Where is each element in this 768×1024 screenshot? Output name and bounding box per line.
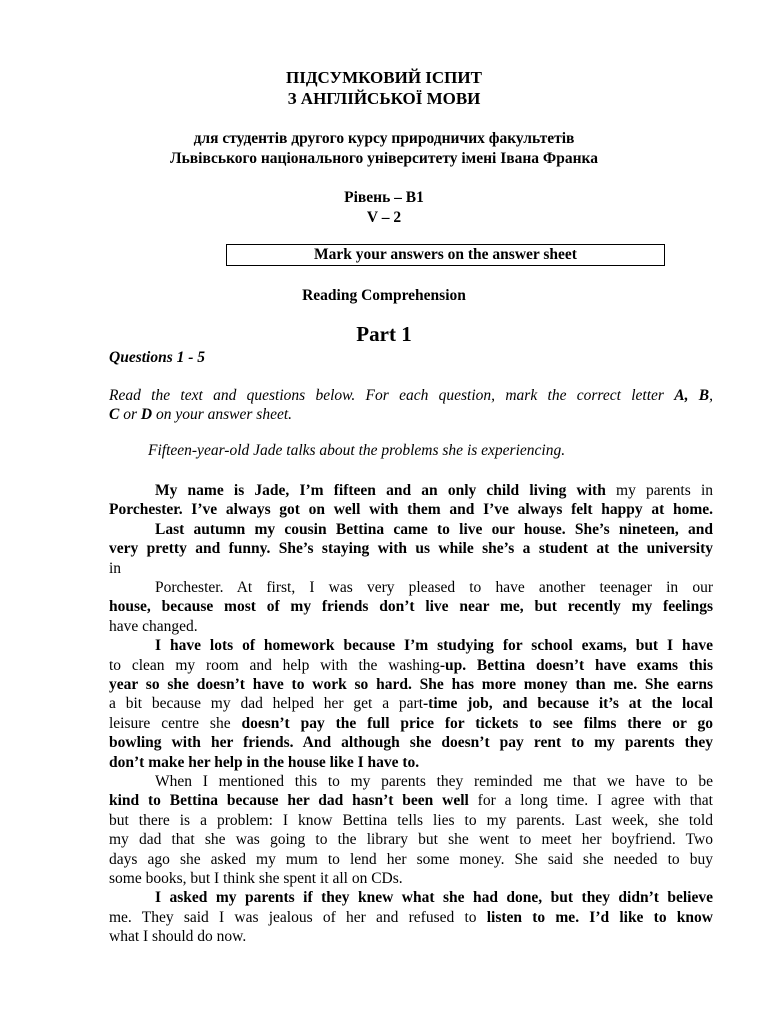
exam-subtitle-line-1: для студентів другого курсу природничих факультетів — [193, 130, 575, 147]
text-segment: my parents in — [605, 482, 714, 499]
text-line — [109, 851, 713, 869]
text-segment: some books, but I think she spent it all on CDs. — [109, 870, 403, 887]
instruction-line-1-text: Read the text and questions below. For each question, mark the correct letter — [109, 387, 675, 404]
text-line — [155, 637, 713, 655]
text-segment: leisure centre she — [109, 714, 242, 732]
section-title: Reading Comprehension — [302, 287, 466, 304]
text-line — [109, 540, 713, 558]
instruction-or: or — [119, 406, 141, 423]
instruction-comma: , — [709, 387, 713, 404]
text-segment: very pretty and funny. She’s staying with us while she’s a student at the university — [109, 540, 713, 558]
text-segment: Porchester. I’ve always got on well with them and I’ve always felt happy at home. — [109, 501, 713, 519]
text-line — [109, 695, 713, 713]
exam-subtitle-line-2: Львівського національного університету імені Івана Франка — [170, 150, 598, 167]
text-segment: When I mentioned this to my parents they reminded me that we have to be — [155, 773, 713, 790]
text-segment: what I should do now. — [109, 928, 247, 946]
exam-title-line-2: З АНГЛІЙСЬКОЇ МОВИ — [287, 89, 481, 108]
instruction-letter-c: C — [109, 406, 120, 423]
level-label: Рівень – В1 — [344, 189, 424, 206]
text-line — [155, 521, 713, 539]
text-segment: for a long time. I agree with that — [468, 792, 713, 810]
questions-label: Questions 1 - 5 — [109, 349, 206, 366]
text-segment: days ago she asked my mum to lend her some money. She said she needed to buy — [109, 850, 713, 868]
text-line — [109, 792, 713, 810]
text-segment: year so she doesn’t have to work so hard. She has more money than me. She earns — [109, 676, 713, 693]
instruction-line-1 — [109, 387, 713, 405]
text-segment: I asked my parents if they knew what she had done, but they didn’t believe — [155, 889, 713, 907]
text-segment: kind to Bettina because her dad hasn’t been well — [109, 792, 469, 810]
text-line — [109, 928, 246, 946]
text-segment: house, because most of my friends don’t live near me, but recently my feelings — [109, 598, 713, 616]
text-line — [109, 715, 713, 733]
part-title: Part 1 — [356, 322, 412, 346]
answer-sheet-instruction-box: Mark your answers on the answer sheet — [226, 244, 665, 266]
text-line — [155, 773, 713, 791]
text-line — [109, 734, 713, 752]
text-segment: my dad that she was going to the library but she went to meet her boyfriend. Two — [109, 831, 713, 849]
text-intro: Fifteen-year-old Jade talks about the problems she is experiencing. — [148, 442, 566, 459]
text-segment: to clean my room and help with the washing — [109, 656, 440, 674]
instruction-line-2-text: on your answer sheet. — [152, 406, 293, 423]
text-segment: Last autumn my cousin Bettina came to live our house. She’s nineteen, and — [155, 520, 713, 538]
text-line — [155, 889, 713, 907]
text-line — [109, 618, 198, 636]
text-segment: My name is Jade, I’m fifteen and an only child living with — [155, 482, 606, 499]
text-line — [109, 870, 403, 888]
text-segment: Porchester. At first, I was very pleased to have another teenager in our — [155, 579, 713, 596]
text-line — [109, 812, 713, 830]
instruction-line-2 — [109, 406, 292, 424]
instruction-letter-d: D — [140, 406, 153, 423]
text-line — [155, 579, 713, 597]
text-segment: have changed. — [109, 617, 198, 635]
text-line — [109, 657, 713, 675]
exam-title-line-1: ПІДСУМКОВИЙ ІСПИТ — [286, 68, 482, 87]
text-segment: -time job, and because it’s at the local — [423, 695, 713, 713]
text-line — [109, 598, 713, 616]
text-segment: bowling with her friends. And although she doesn’t pay rent to my parents they — [109, 734, 713, 752]
text-segment: a bit because my dad helped her get a part — [109, 695, 424, 713]
variant-label: V – 2 — [366, 209, 402, 226]
text-segment: but there is a problem: I know Bettina tells lies to my parents. Last week, she told — [109, 811, 713, 829]
text-line — [109, 831, 713, 849]
text-segment: doesn’t pay the full price for tickets to see films there or go — [241, 714, 713, 732]
text-line — [109, 560, 121, 578]
text-segment: don’t make her help in the house like I have to. — [109, 753, 420, 771]
instruction-letters-ab: A, B — [674, 387, 710, 404]
text-line — [109, 501, 713, 519]
text-segment: I have lots of homework because I’m studying for school exams, but I have — [155, 637, 713, 655]
text-segment: in — [109, 559, 122, 577]
text-segment: me. They said I was jealous of her and refused to — [109, 908, 487, 926]
text-line — [109, 676, 713, 694]
text-line — [109, 754, 419, 772]
text-line — [109, 909, 713, 927]
text-line — [155, 482, 713, 500]
text-segment: -up. Bettina doesn’t have exams this — [439, 656, 713, 674]
text-segment: listen to me. I’d like to know — [486, 908, 713, 926]
